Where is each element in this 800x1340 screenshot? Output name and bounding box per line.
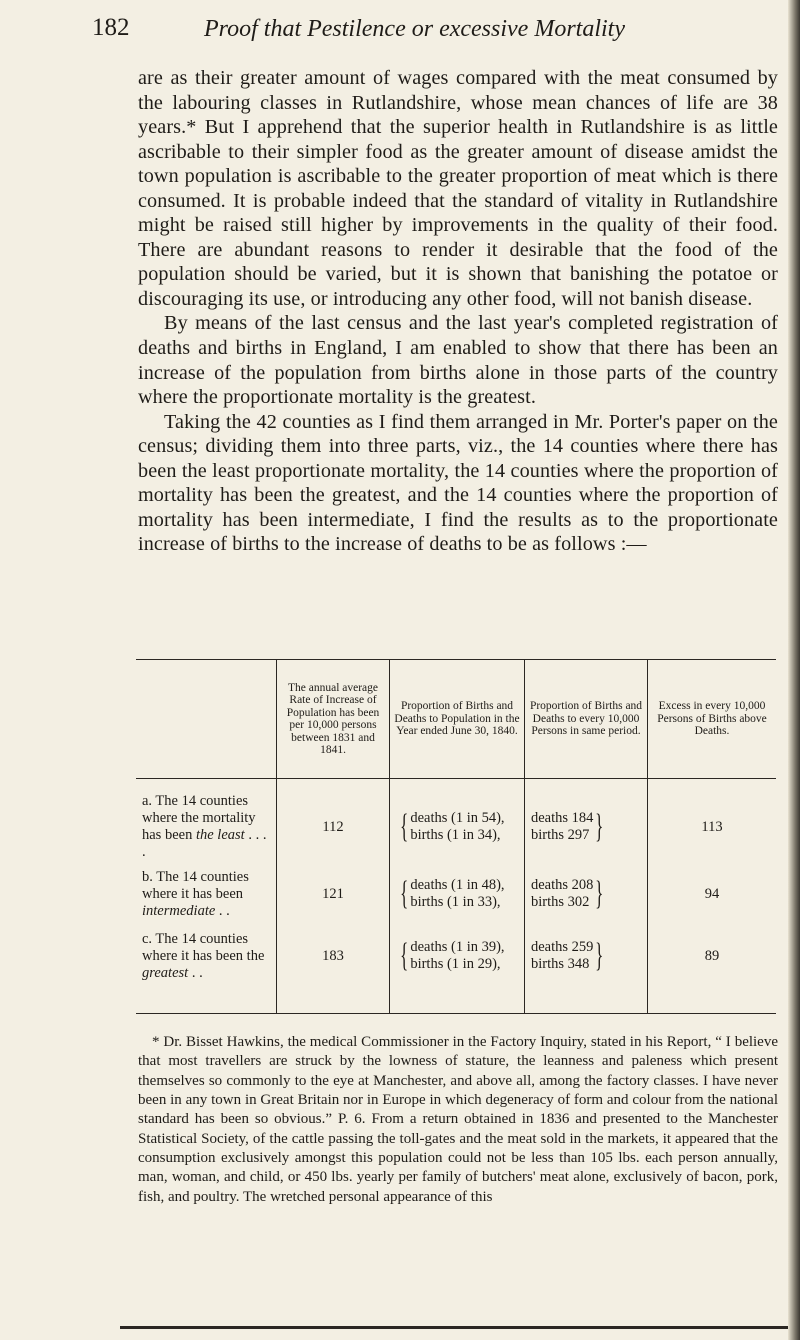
row-label (136, 863, 277, 925)
excess: 113 (648, 779, 777, 864)
bottom-rule (120, 1326, 790, 1329)
table-row (136, 863, 776, 925)
increase-rate: 112 (277, 779, 390, 864)
paragraph-2: By means of the last census and the last year's completed registration of deaths and births in England, I am enabled to show that there has been an increase of the population from births alone in those parts of the country where the proportionate mortality is the greatest. (138, 312, 778, 409)
running-head (92, 14, 772, 48)
table-header-row (136, 660, 776, 779)
row-label-emphasis: greatest (142, 964, 189, 981)
prop-births: births (1 in 33), (410, 894, 501, 910)
prop-deaths: deaths (1 in 48), (410, 877, 505, 893)
per-births: births 302 (531, 894, 590, 910)
proportion-per-10000 (525, 779, 648, 864)
table-row (136, 925, 776, 1014)
increase-rate: 183 (277, 925, 390, 1014)
row-label-text: c. The 14 counties where it has been the (142, 930, 265, 964)
brace-close: } (595, 937, 604, 974)
brace-open: { (400, 808, 409, 845)
header-proportion-year: Proportion of Births and Deaths to Population in the Year ended June 30, 1840. (390, 660, 525, 779)
mortality-table (136, 659, 776, 1014)
paragraph-1: are as their greater amount of wages compared with the meat consumed by the labouring classes in Rutlandshire, whose mean chances of life are 38 years.* But I apprehend that the superior health in Rutlandshire is as little ascribable to their simpler food as the greater amount of disease amidst the town population is ascribable to the greater proportion of meat which is there consumed. It is probable indeed that the standard of vitality in Rutlandshire might be raised still higher by improvements in the quality of their food. There are abundant reasons to render it desirable that the food of the population should be varied, but it is shown that banishing the potatoe or discouraging its use, or introducing any other food, will not banish disease. (138, 67, 778, 310)
excess: 94 (648, 863, 777, 925)
paragraph-3: Taking the 42 counties as I find them arranged in Mr. Porter's paper on the census; dividing them into three parts, viz., the 14 counties where there has been the least proportionate mortality, the 14 counties where the proportion of mortality has been the greatest, and the 14 counties where the proportion of mortality has been intermediate, I find the results as to the proportionate increase of births to the increase of deaths to be as follows :— (138, 410, 778, 556)
footnote: * Dr. Bisset Hawkins, the medical Commissioner in the Factory Inquiry, stated in his Report, “ I believe that most travellers are struck by the lowness of stature, the leanness and paleness which present themselves so commonly to the eye at Manchester, and above all, among the factory classes. I have never been in any town in Great Britain nor in Europe in which degeneracy of form and colour from the national standard has been so obvious.” P. 6. From a return obtained in 1836 and presented to the Manchester Statistical Society, of the cattle passing the toll-gates and the meat sold in the markets, it appeared that the consumption exclusively amongst this population could not be less than 105 lbs. each person annually, man, woman, and child, or 450 lbs. yearly per family of butchers' meat alone, exclusively of bacon, pork, fish, and poultry. The wretched personal appearance of this (138, 1034, 778, 1205)
per-births: births 297 (531, 827, 590, 843)
per-births: births 348 (531, 956, 590, 972)
proportion-year (390, 779, 525, 864)
header-excess: Excess in every 10,000 Persons of Births above Deaths. (648, 660, 777, 779)
page-number: 182 (92, 14, 130, 41)
header-proportion-per-10000: Proportion of Births and Deaths to every 10,000 Persons in same period. (525, 660, 648, 779)
proportion-year (390, 863, 525, 925)
row-label (136, 779, 277, 864)
row-label-leader: . . (188, 964, 203, 981)
body-text (138, 66, 778, 557)
table-row (136, 779, 776, 864)
row-label-text: b. The 14 counties where it has been (142, 868, 249, 902)
excess: 89 (648, 925, 777, 1014)
running-title: Proof that Pestilence or excessive Mortality (204, 16, 625, 42)
row-label-text: a. The 14 counties where the mortality has been (142, 793, 256, 843)
per-deaths: deaths 208 (531, 877, 594, 893)
per-deaths: deaths 184 (531, 810, 594, 826)
row-label-leader: . . . . (142, 827, 267, 860)
row-label-leader: . . (215, 902, 230, 919)
brace-open: { (400, 937, 409, 974)
page-edge (788, 0, 800, 1340)
brace-close: } (595, 808, 604, 845)
header-increase-rate: The annual average Rate of Increase of Population has been per 10,000 persons between 1831 and 1841. (277, 660, 390, 779)
row-label (136, 925, 277, 1014)
row-label-emphasis: the least (195, 827, 245, 843)
proportion-per-10000 (525, 925, 648, 1014)
prop-deaths: deaths (1 in 39), (410, 939, 505, 955)
row-label-emphasis: intermediate (142, 902, 216, 919)
prop-births: births (1 in 34), (410, 827, 501, 843)
proportion-per-10000 (525, 863, 648, 925)
increase-rate: 121 (277, 863, 390, 925)
brace-open: { (400, 875, 409, 912)
prop-births: births (1 in 29), (410, 956, 501, 972)
proportion-year (390, 925, 525, 1014)
header-label (136, 660, 277, 779)
per-deaths: deaths 259 (531, 939, 594, 955)
brace-close: } (595, 875, 604, 912)
prop-deaths: deaths (1 in 54), (410, 810, 505, 826)
